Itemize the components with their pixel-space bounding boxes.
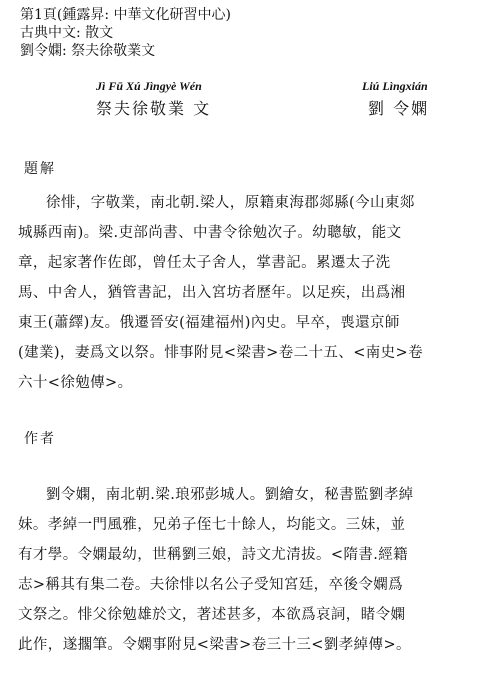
header-category: 古典中文: 散文 [20,25,114,41]
text-line: 有才學。令嫻最幼，世稱劉三娘，詩文尤清拔。<隋書.經籍 [18,547,409,563]
text-line: 章，起家著作佐郎，曾任太子舍人，掌書記。累遷太子洗 [18,255,391,271]
text-line: 文祭之。悱父徐勉雄於文，著述甚多，本欲爲哀詞，睹令嫻 [18,607,406,623]
text-line: 東王(蕭繹)友。俄遷晉安(福建福州)內史。早卒，喪還京師 [18,315,400,331]
author-hanzi: 劉 令嫻 [368,99,430,118]
author-pinyin: Liú Lìngxián [362,79,428,93]
text-line: 六十<徐勉傳>。 [18,375,133,391]
text-line: 徐悱，字敬業，南北朝.梁人，原籍東海郡郯縣(今山東郯 [46,195,415,211]
text-line: 此作，遂擱筆。令嫻事附見<梁書>卷三十三<劉孝綽傳>。 [18,637,411,653]
text-line: 馬、中舍人，猶管書記，出入宮坊者歷年。以足疾，出爲湘 [18,285,406,301]
section-heading-jieti: 題解 [24,161,56,177]
paragraph-zuozhe [18,480,483,660]
text-line: 志>稱其有集二卷。夫徐悱以名公子受知宮廷，卒後令嫻爲 [18,577,404,593]
header-work-title: 劉令嫻: 祭夫徐敬業文 [20,43,156,59]
title-pinyin: Jì Fū Xú Jìngyè Wén [96,79,202,93]
text-line: 城縣西南)。梁.吏部尚書、中書令徐勉次子。幼聰敏，能文 [18,225,402,241]
header-page-source: 第1頁(鍾露昇: 中華文化研習中心) [20,7,231,23]
section-heading-zuozhe: 作者 [24,431,56,447]
text-line: (建業)，妻爲文以祭。悱事附見<梁書>卷二十五、<南史>卷 [18,345,424,361]
text-line: 妹。孝綽一門風雅，兄弟子侄七十餘人，均能文。三妹，並 [18,517,406,533]
title-hanzi: 祭夫徐敬業 文 [96,99,212,118]
text-line: 劉令嫻，南北朝.梁.琅邪彭城人。劉繪女，秘書監劉孝綽 [46,487,414,503]
paragraph-jieti [18,188,483,398]
